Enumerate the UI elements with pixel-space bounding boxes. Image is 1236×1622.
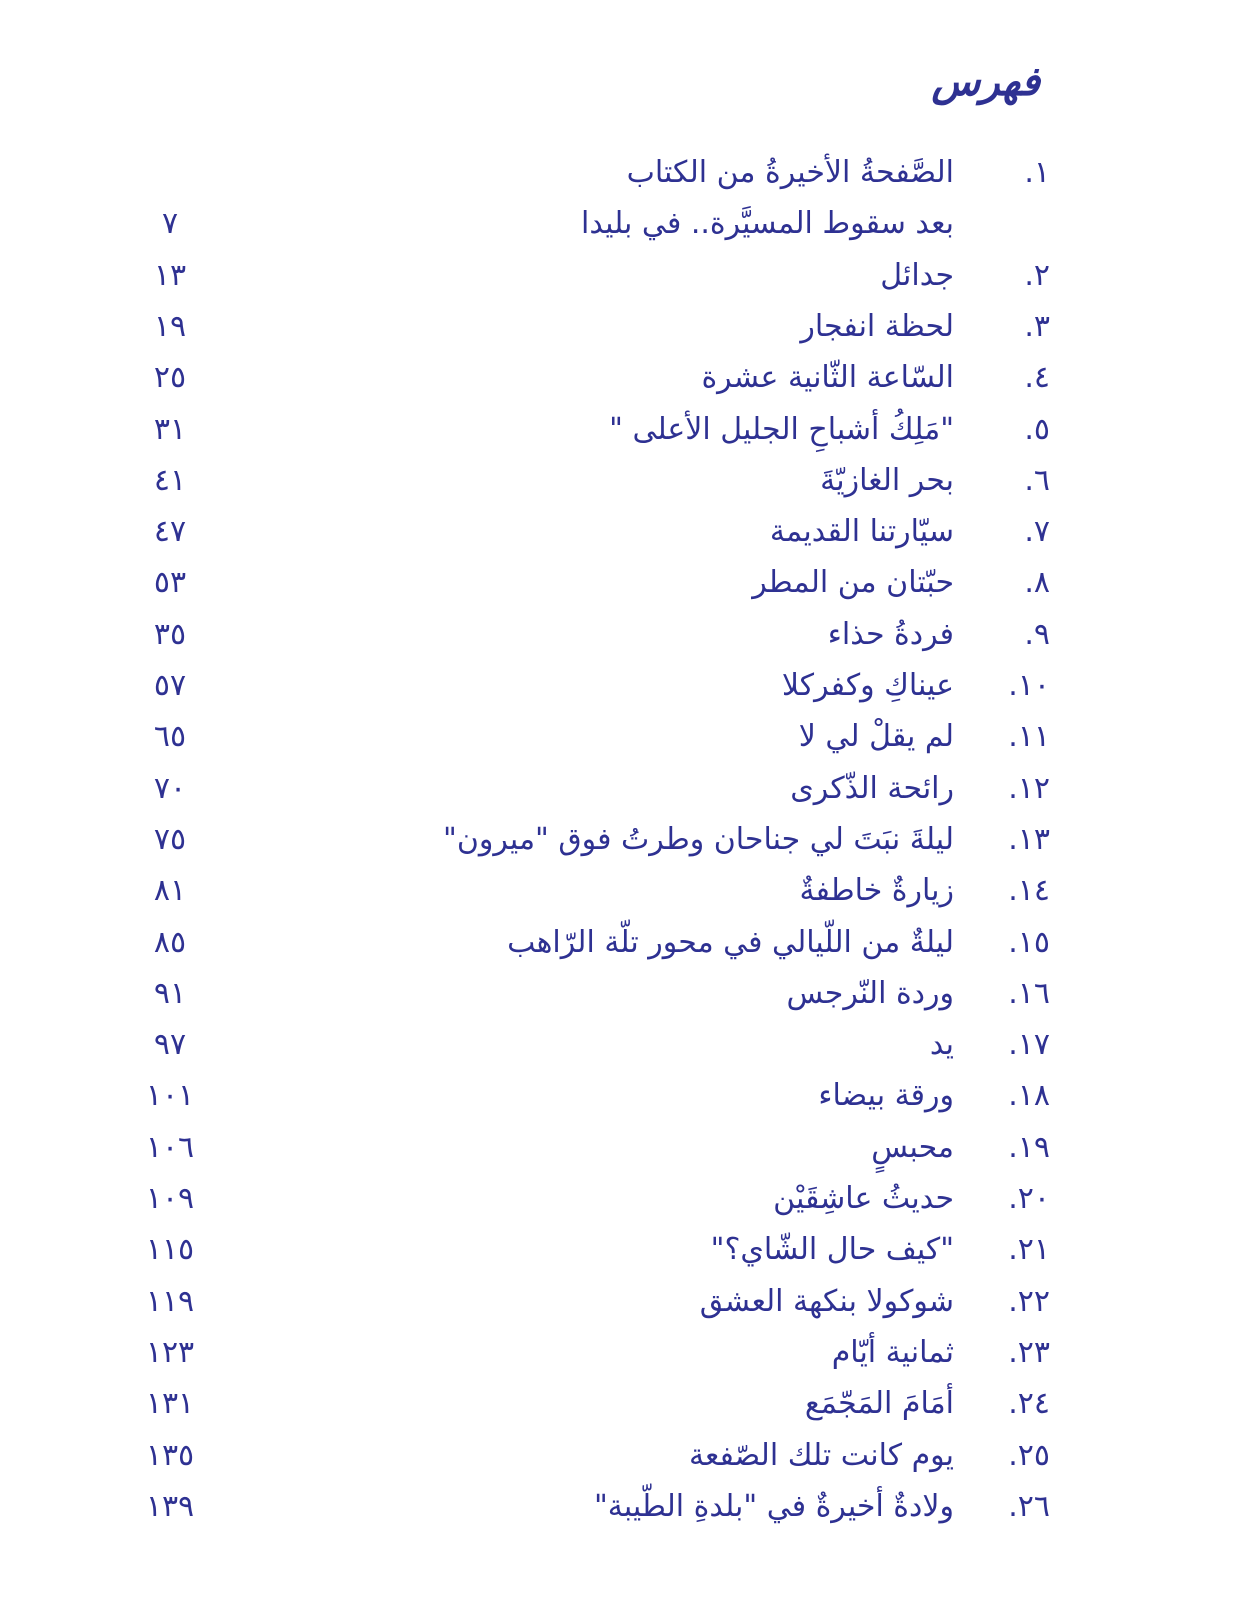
entry-title: سيّارتنا القديمة <box>769 514 954 550</box>
entry-page-number: ٥٣ <box>153 565 187 601</box>
toc-entry <box>0 1430 1236 1482</box>
entry-title: ليلةٌ من اللّيالي في محور تلّة الرّاهب <box>507 924 954 960</box>
toc-entry <box>0 1378 1236 1430</box>
entry-number: ٢٠. <box>1008 1181 1050 1216</box>
entry-title: وردة النّرجس <box>786 975 954 1011</box>
entry-number: ٤. <box>1024 360 1050 396</box>
entry-title: بعد سقوط المسيَّرة.. في بليدا <box>580 206 954 242</box>
entry-title: "مَلِكُ أشباحِ الجليل الأعلى " <box>609 411 954 447</box>
entry-page-number: ١٣ <box>153 257 187 293</box>
toc-entry <box>0 404 1236 456</box>
entry-title: بحر الغازيّةَ <box>820 462 954 498</box>
entry-title: شوكولا بنكهة العشق <box>699 1283 954 1319</box>
entry-title: ورقة بيضاء <box>818 1078 954 1114</box>
entry-title: حديثُ عاشِقَيْن <box>773 1181 954 1216</box>
entry-page-number: ٦٥ <box>153 719 187 755</box>
toc-entry <box>0 711 1236 763</box>
entry-number: ٩. <box>1024 616 1050 652</box>
toc-entry <box>0 1122 1236 1174</box>
toc-entry <box>0 352 1236 404</box>
entry-page-number: ١٣٥ <box>145 1437 195 1473</box>
entry-number: ٧. <box>1024 514 1050 550</box>
entry-number: ٢. <box>1024 257 1050 293</box>
toc-entry <box>0 763 1236 815</box>
toc-entry <box>0 1173 1236 1225</box>
entry-number: ٢٦. <box>1008 1488 1050 1524</box>
toc-entry <box>0 1481 1236 1533</box>
entry-number: ١٥. <box>1008 924 1050 960</box>
entry-number: ١٨. <box>1008 1078 1050 1114</box>
entry-title: يد <box>929 1027 954 1063</box>
entry-page-number: ٩٧ <box>153 1027 187 1063</box>
toc-entry <box>0 506 1236 558</box>
entry-number: ٢٢. <box>1008 1283 1050 1319</box>
entry-title: حبّتان من المطر <box>752 565 954 601</box>
toc-entry <box>0 198 1236 250</box>
toc-entry <box>0 917 1236 969</box>
entry-number: ١٤. <box>1008 873 1050 909</box>
entry-number: ٥. <box>1024 411 1050 447</box>
entry-title: السّاعة الثّانية عشرة <box>701 360 954 396</box>
entry-title: رائحة الذّكرى <box>790 770 954 806</box>
page-title: فهرس <box>931 58 1040 105</box>
entry-title: ليلةَ نبَتَ لي جناحان وطرتُ فوق "ميرون" <box>443 821 954 857</box>
entry-page-number: ٢٥ <box>153 360 187 396</box>
entry-page-number: ٧٥ <box>153 821 187 857</box>
entry-page-number: ٥٧ <box>153 668 187 703</box>
entry-page-number: ٨٥ <box>153 924 187 960</box>
toc-entry <box>0 865 1236 917</box>
entry-page-number: ١٣٩ <box>145 1488 195 1524</box>
entry-number: ٢٥. <box>1008 1437 1050 1473</box>
toc-entry <box>0 250 1236 302</box>
entry-title: فردةُ حذاء <box>827 616 954 652</box>
toc-entry <box>0 147 1236 199</box>
toc-entry <box>0 1327 1236 1379</box>
entry-title: لم يقلْ لي لا <box>798 719 954 755</box>
entry-title: الصَّفحةُ الأخيرةُ من الكتاب <box>626 155 954 190</box>
entry-title: يوم كانت تلك الصّفعة <box>688 1437 954 1473</box>
entry-number: ٦. <box>1024 462 1050 498</box>
entry-title: ثمانية أيّام <box>831 1334 954 1370</box>
entry-number: ١١. <box>1008 719 1050 755</box>
toc-entry <box>0 1019 1236 1071</box>
entry-number: ١٦. <box>1008 975 1050 1011</box>
entry-page-number: ٨١ <box>153 873 187 909</box>
entry-number: ٢١. <box>1008 1232 1050 1268</box>
entry-number: ١٢. <box>1008 770 1050 806</box>
toc-entry <box>0 1224 1236 1276</box>
entry-number: ٢٤. <box>1008 1386 1050 1422</box>
entry-page-number: ١٠٩ <box>145 1181 195 1216</box>
entry-page-number: ٣١ <box>153 411 187 447</box>
entry-title: لحظة انفجار <box>800 308 954 344</box>
entry-page-number: ١٩ <box>153 308 187 344</box>
entry-page-number: ٤١ <box>153 462 187 498</box>
entry-page-number: ١١٥ <box>145 1232 195 1268</box>
entry-page-number: ٩١ <box>153 975 187 1011</box>
entry-page-number: ١٠١ <box>145 1078 195 1114</box>
entry-number: ٢٣. <box>1008 1334 1050 1370</box>
toc-entry <box>0 968 1236 1020</box>
entry-title: جدائل <box>880 257 954 293</box>
toc-entry <box>0 814 1236 866</box>
entry-title: محبسٍ <box>871 1129 954 1165</box>
entry-title: زيارةٌ خاطفةٌ <box>799 873 954 909</box>
entry-page-number: ٧٠ <box>153 770 187 806</box>
toc-entry <box>0 301 1236 353</box>
entry-number: ١٣. <box>1008 821 1050 857</box>
entry-number: ١. <box>1024 155 1050 190</box>
toc-entry <box>0 1276 1236 1328</box>
entry-number: ٣. <box>1024 308 1050 344</box>
entry-title: عيناكِ وكفركلا <box>781 668 954 703</box>
entry-number: ٨. <box>1024 565 1050 601</box>
entry-title: أمَامَ المَجّمَع <box>804 1386 954 1422</box>
toc-entry <box>0 455 1236 507</box>
entry-title: "كيف حال الشّاي؟" <box>710 1232 954 1268</box>
toc-entry <box>0 557 1236 609</box>
entry-page-number: ١٢٣ <box>145 1334 195 1370</box>
entry-number: ١٠. <box>1008 668 1050 703</box>
entry-page-number: ١١٩ <box>145 1283 195 1319</box>
toc-entry <box>0 660 1236 712</box>
toc-entry <box>0 1070 1236 1122</box>
entry-number: ١٧. <box>1008 1027 1050 1063</box>
entry-page-number: ١٠٦ <box>145 1129 195 1165</box>
entry-number: ١٩. <box>1008 1129 1050 1165</box>
entry-page-number: ١٣١ <box>145 1386 195 1422</box>
entry-page-number: ٧ <box>161 206 179 242</box>
entry-page-number: ٣٥ <box>153 616 187 652</box>
entry-page-number: ٤٧ <box>153 514 187 550</box>
entry-title: ولادةٌ أخيرةٌ في "بلدةِ الطّيبة" <box>594 1488 954 1524</box>
toc-entry <box>0 609 1236 661</box>
